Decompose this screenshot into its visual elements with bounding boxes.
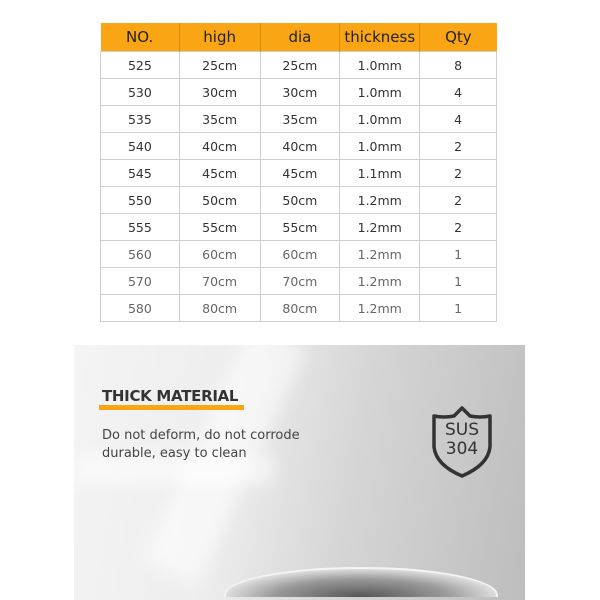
cell-qty: 2 [420, 160, 497, 187]
cell-no: 540 [101, 133, 180, 160]
cell-qty: 1 [420, 268, 497, 295]
cell-high: 70cm [179, 268, 260, 295]
cell-thickness: 1.2mm [340, 187, 420, 214]
cell-qty: 2 [420, 133, 497, 160]
cell-high: 30cm [179, 79, 260, 106]
table-row [101, 268, 497, 295]
table-row [101, 241, 497, 268]
header-no: NO. [101, 23, 180, 52]
badge-text: 304 [445, 439, 479, 459]
cell-dia: 25cm [260, 52, 340, 79]
header-thickness: thickness [340, 23, 420, 52]
cell-high: 50cm [179, 187, 260, 214]
cell-high: 40cm [179, 133, 260, 160]
cell-high: 25cm [179, 52, 260, 79]
table-row [101, 214, 497, 241]
description-line: Do not deform, do not corrode [102, 428, 300, 443]
cell-dia: 55cm [260, 214, 340, 241]
badge-text: SUS [444, 420, 480, 440]
size-table [100, 23, 497, 322]
cell-high: 60cm [179, 241, 260, 268]
cell-no: 530 [101, 79, 180, 106]
cell-no: 560 [101, 241, 180, 268]
cell-no: 555 [101, 214, 180, 241]
cell-high: 55cm [179, 214, 260, 241]
cell-dia: 70cm [260, 268, 340, 295]
header-dia: dia [260, 23, 340, 52]
cell-thickness: 1.0mm [340, 106, 420, 133]
cell-dia: 60cm [260, 241, 340, 268]
cell-dia: 40cm [260, 133, 340, 160]
cell-qty: 1 [420, 295, 497, 322]
cell-dia: 35cm [260, 106, 340, 133]
cell-qty: 4 [420, 79, 497, 106]
table-row [101, 106, 497, 133]
cell-no: 550 [101, 187, 180, 214]
cell-qty: 8 [420, 52, 497, 79]
product-photo-section [74, 345, 525, 600]
cell-qty: 4 [420, 106, 497, 133]
title-underline [99, 405, 244, 410]
cell-no: 525 [101, 52, 180, 79]
cell-no: 545 [101, 160, 180, 187]
header-high: high [179, 23, 260, 52]
cell-qty: 2 [420, 214, 497, 241]
cell-high: 80cm [179, 295, 260, 322]
sus304-shield-icon [430, 405, 494, 479]
cell-no: 570 [101, 268, 180, 295]
table-row [101, 160, 497, 187]
table-row [101, 79, 497, 106]
cell-high: 45cm [179, 160, 260, 187]
cell-thickness: 1.2mm [340, 268, 420, 295]
cell-no: 580 [101, 295, 180, 322]
cell-qty: 1 [420, 241, 497, 268]
pot-image [224, 567, 498, 597]
cell-dia: 50cm [260, 187, 340, 214]
table-row [101, 295, 497, 322]
table-row [101, 52, 497, 79]
cell-thickness: 1.0mm [340, 133, 420, 160]
table-row [101, 133, 497, 160]
cell-dia: 80cm [260, 295, 340, 322]
cell-high: 35cm [179, 106, 260, 133]
cell-thickness: 1.1mm [340, 160, 420, 187]
cell-thickness: 1.0mm [340, 79, 420, 106]
table-row [101, 187, 497, 214]
header-qty: Qty [420, 23, 497, 52]
cell-thickness: 1.2mm [340, 241, 420, 268]
cell-qty: 2 [420, 187, 497, 214]
description-line: durable, easy to clean [102, 446, 247, 461]
feature-description [102, 427, 300, 463]
cell-no: 535 [101, 106, 180, 133]
cell-thickness: 1.2mm [340, 295, 420, 322]
cell-thickness: 1.2mm [340, 214, 420, 241]
table-header-row [101, 23, 497, 52]
cell-thickness: 1.0mm [340, 52, 420, 79]
cell-dia: 30cm [260, 79, 340, 106]
cell-dia: 45cm [260, 160, 340, 187]
feature-title: THICK MATERIAL [102, 387, 239, 405]
